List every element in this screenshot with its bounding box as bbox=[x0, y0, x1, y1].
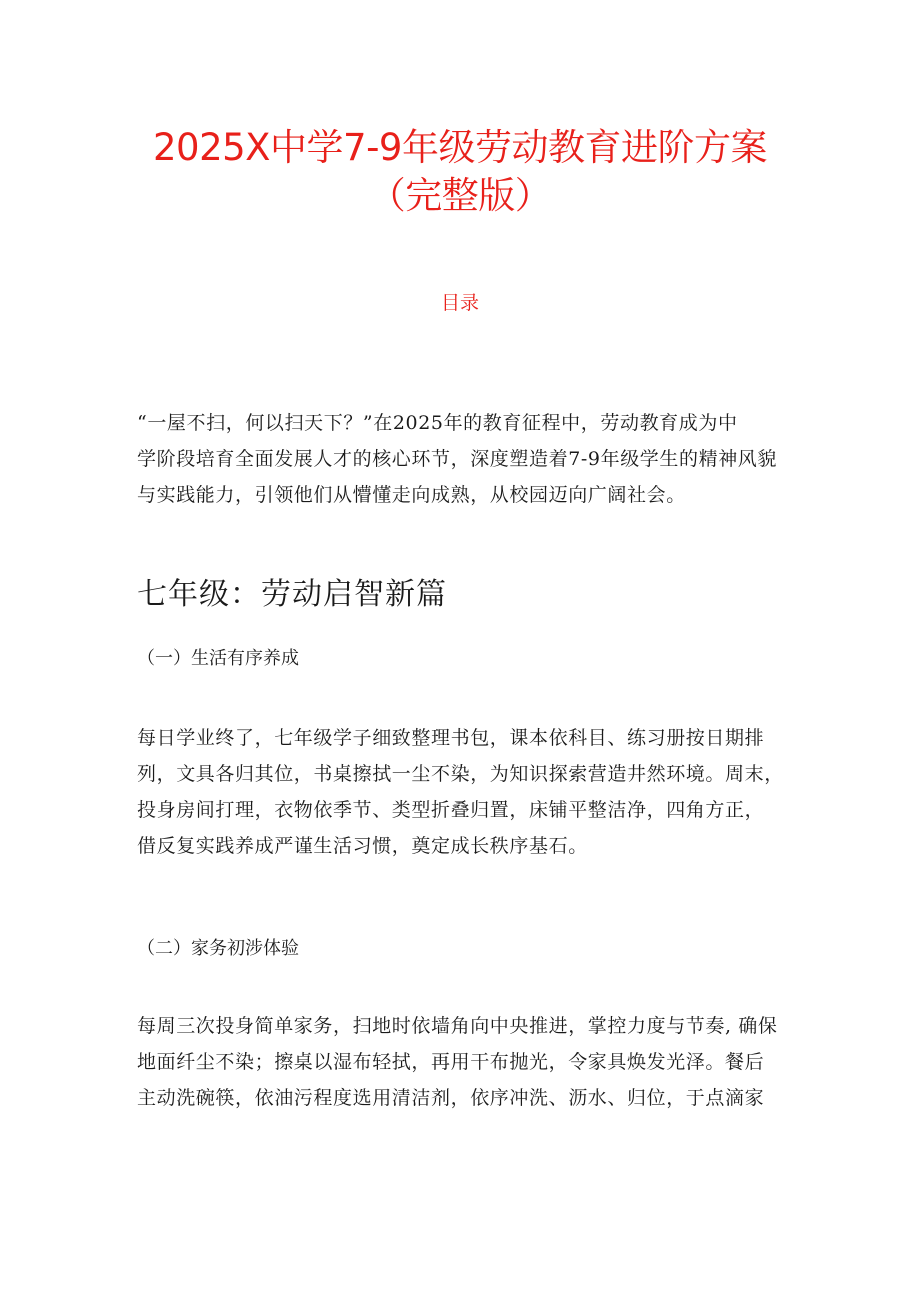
intro-paragraph bbox=[137, 405, 797, 513]
section-heading: 七年级：劳动启智新篇 bbox=[137, 577, 447, 612]
subsection-2-paragraph bbox=[137, 1008, 797, 1116]
subsection-1-paragraph bbox=[137, 720, 797, 864]
paragraph-line: 地面纤尘不染；擦桌以湿布轻拭，再用干布抛光，令家具焕发光泽。餐后 bbox=[137, 1051, 765, 1073]
subsection-heading-1: （一）生活有序养成 bbox=[137, 648, 299, 669]
paragraph-line: 列，文具各归其位，书桌擦拭一尘不染，为知识探索营造井然环境。周末， bbox=[137, 763, 784, 785]
intro-line: 学阶段培育全面发展人才的核心环节，深度塑造着7-9年级学生的精神风貌 bbox=[137, 448, 777, 470]
intro-line: 与实践能力，引领他们从懵懂走向成熟，从校园迈向广阔社会。 bbox=[137, 484, 686, 506]
paragraph-line: 主动洗碗筷，依油污程度选用清洁剂，依序冲洗、沥水、归位，于点滴家 bbox=[137, 1087, 765, 1109]
paragraph-line: 每日学业终了，七年级学子细致整理书包，课本依科目、练习册按日期排 bbox=[137, 727, 765, 749]
document-title-line1: 2025X中学7-9年级劳动教育进阶方案 bbox=[153, 126, 767, 169]
intro-line: “一屋不扫，何以扫天下？”在2025年的教育征程中，劳动教育成为中 bbox=[137, 412, 738, 434]
subsection-heading-2: （二）家务初涉体验 bbox=[137, 938, 299, 959]
paragraph-line: 投身房间打理，衣物依季节、类型折叠归置，床铺平整洁净，四角方正， bbox=[137, 799, 765, 821]
table-of-contents-heading: 目录 bbox=[440, 292, 479, 314]
paragraph-line: 每周三次投身简单家务，扫地时依墙角向中央推进，掌控力度与节奏, 确保 bbox=[137, 1015, 778, 1037]
paragraph-line: 借反复实践养成严谨生活习惯，奠定成长秩序基石。 bbox=[137, 835, 588, 857]
document-title-line2: （完整版） bbox=[368, 174, 552, 217]
